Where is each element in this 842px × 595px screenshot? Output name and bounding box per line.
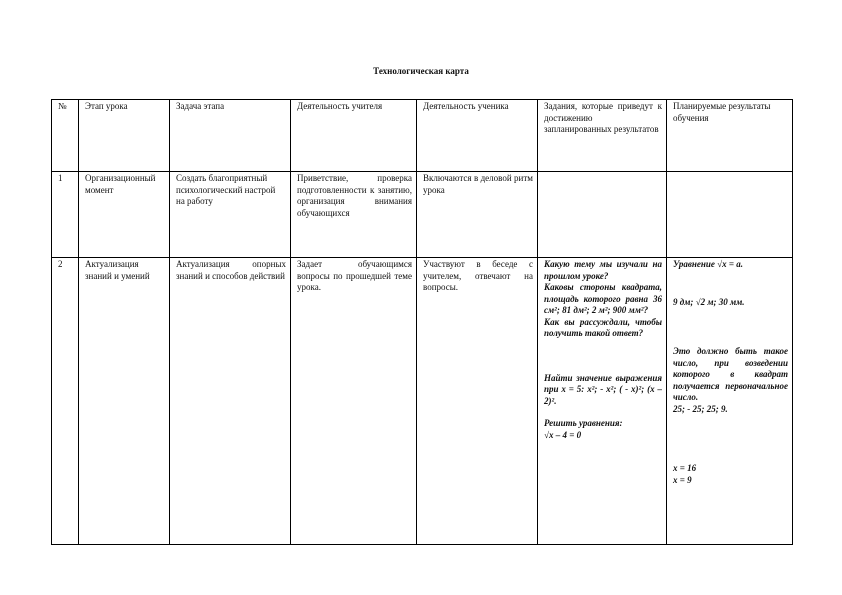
planned-result: Это должно быть такое число, при возведении которого в квадрат получается первоначальное число.	[673, 346, 788, 402]
stage-cell: Актуализация знаний и умений	[79, 258, 170, 545]
task-cell: Актуализация опорных знаний и способов действий	[170, 258, 291, 545]
stage-cell: Организационный момент	[79, 172, 170, 258]
table-header-row	[52, 100, 793, 172]
assignment-question: Как вы рассуждали, чтобы получить такой ответ?	[544, 316, 662, 338]
table-row	[52, 172, 793, 258]
document-title: Технологическая карта	[373, 66, 469, 76]
header-cell-stage: Этап урока	[79, 100, 170, 172]
teacher-activity-cell: Приветствие, проверка подготовленности к занятию, организация внимания обучающихся	[291, 172, 417, 258]
assignment-question: Найти значение выражения при x = 5: x²; - x²; ( - x)²; (x – 2)².	[544, 372, 662, 406]
row-number: 2	[52, 258, 79, 545]
planned-result: 25; - 25; 25; 9.	[673, 403, 728, 414]
assignment-question: √x – 4 = 0	[544, 429, 582, 440]
planned-result: 9 дм; √2 м; 30 мм.	[673, 296, 745, 307]
assignments-cell	[538, 258, 667, 545]
teacher-activity-cell: Задает обучающимся вопросы по прошедшей теме урока.	[291, 258, 417, 545]
assignment-question: Решить уравнения:	[544, 418, 623, 428]
results-cell	[667, 258, 793, 545]
assignments-cell	[538, 172, 667, 258]
header-cell-results: Планируемые результаты обучения	[667, 100, 793, 172]
row-number: 1	[52, 172, 79, 258]
header-cell-teacher: Деятельность учителя	[291, 100, 417, 172]
header-cell-task: Задача этапа	[170, 100, 291, 172]
results-cell	[667, 172, 793, 258]
planned-result: x = 9	[673, 474, 692, 485]
student-activity-cell: Участвуют в беседе с учителем, отвечают на вопросы.	[417, 258, 538, 545]
table-row	[52, 258, 793, 545]
header-cell-number: №	[52, 100, 79, 172]
assignment-question: Какую тему мы изучали на прошлом уроке?	[544, 259, 662, 281]
student-activity-cell: Включаются в деловой ритм урока	[417, 172, 538, 258]
header-cell-student: Деятельность ученика	[417, 100, 538, 172]
tech-map-table	[51, 99, 793, 545]
assignment-question: Каковы стороны квадрата, площадь которого равна 36 см²; 81 дм²; 2 м²; 900 мм²?	[544, 282, 662, 315]
planned-result: Уравнение √x = a.	[673, 259, 743, 269]
planned-result: x = 16	[673, 463, 697, 473]
header-cell-assignments: Задания, которые приведут к достижению запланированных результатов	[538, 100, 667, 172]
task-cell: Создать благоприятный психологический настрой на работу	[170, 172, 291, 258]
